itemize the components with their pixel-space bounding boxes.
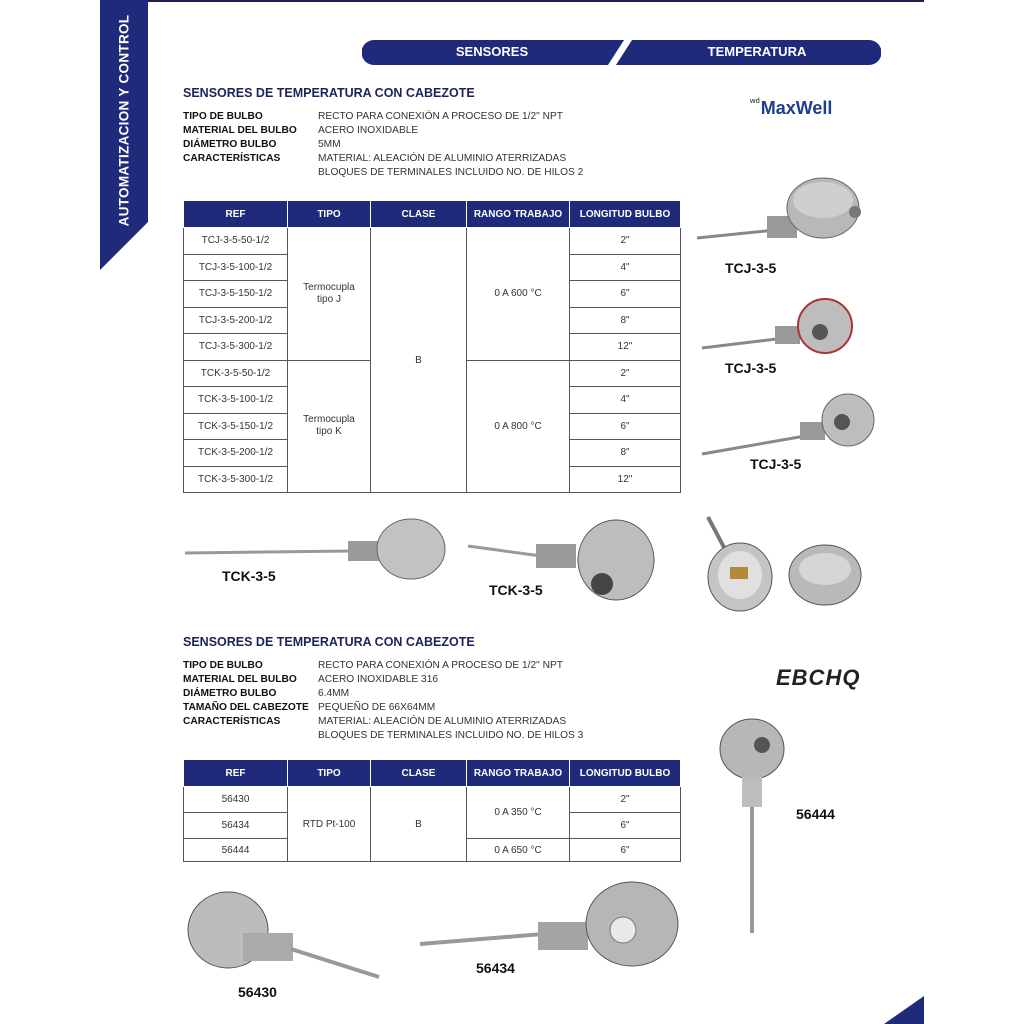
image-label: 56430 [238, 984, 277, 1000]
sensor-image-56430 [183, 885, 383, 980]
image-label: TCK-3-5 [222, 568, 276, 584]
sensor-image-56434 [418, 878, 683, 968]
sensor-image-56444 [712, 715, 792, 935]
table-header: REF TIPO CLASE RANGO TRABAJO LONGITUD BULBO [184, 201, 681, 228]
section2-specs: TIPO DE BULBO RECTO PARA CONEXIÓN A PROCESO DE 1/2" NPT MATERIAL DEL BULBO ACERO INOXIDABLE 316 DIÁMETRO BULBO 6.4MM TAMAÑO DEL CABEZOTE PEQUEÑO DE 66X64MM CARACTERÍSTICAS MATERIAL: ALEACIÓN DE ALUMINIO ATERRIZADAS BLOQUES DE TERMINALES INCLUIDO NO. DE HILOS 3 [183, 660, 584, 741]
rango-b-cell: 0 A 650 °C [467, 839, 570, 862]
sensor-image-tcj-2 [700, 292, 865, 357]
rango-a-cell: 0 A 350 °C [467, 787, 570, 839]
maxwell-logo-text: MaxWell [760, 98, 833, 118]
side-tab-label: AUTOMATIZACION Y CONTROL [116, 14, 132, 226]
ebchq-logo: EBCHQ [776, 665, 861, 690]
header-sensores: SENSORES [455, 44, 529, 59]
corner-accent [884, 996, 924, 1024]
table-row: TCK-3-5-200-1/2 8" [184, 440, 681, 467]
tipo-rtd-cell: RTD Pt-100 [288, 787, 371, 862]
sensor-image-tcj-1 [695, 172, 875, 252]
table-row: TCJ-3-5-200-1/2 8" [184, 307, 681, 334]
table-row: TCK-3-5-150-1/2 6" [184, 413, 681, 440]
sensor-image-tcj-3 [700, 392, 880, 457]
image-label: TCK-3-5 [489, 582, 543, 598]
tipo-k-cell: Termocupla tipo K [288, 360, 371, 493]
section1-table [183, 200, 681, 493]
section2-table [183, 759, 681, 862]
clase-cell: B [371, 787, 467, 862]
clase-cell: B [371, 228, 467, 493]
table-row: 56444 0 A 650 °C 6" [184, 839, 681, 862]
image-label: TCJ-3-5 [750, 456, 802, 472]
table-row: TCJ-3-5-100-1/2 4" [184, 254, 681, 281]
image-label: 56444 [796, 806, 835, 822]
image-label: 56434 [476, 960, 515, 976]
header-pill [362, 40, 881, 65]
table-row: TCK-3-5-50-1/2 Termocupla tipo K 0 A 800 °C 2" [184, 360, 681, 387]
table-row: TCK-3-5-100-1/2 4" [184, 387, 681, 414]
table-row: 56434 6" [184, 813, 681, 839]
side-tab [100, 0, 148, 270]
table-row: TCJ-3-5-300-1/2 12" [184, 334, 681, 361]
tipo-j-cell: Termocupla tipo J [288, 228, 371, 361]
image-label: TCJ-3-5 [725, 360, 777, 376]
table-row: TCJ-3-5-50-1/2 Termocupla tipo J B 0 A 600 °C 2" [184, 228, 681, 255]
rango-j-cell: 0 A 600 °C [467, 228, 570, 361]
header-temperatura: TEMPERATURA [707, 44, 807, 59]
sensor-head-open-image [700, 515, 865, 615]
table-header: REF TIPO CLASE RANGO TRABAJO LONGITUD BULBO [184, 760, 681, 787]
section2-title: SENSORES DE TEMPERATURA CON CABEZOTE [183, 635, 475, 649]
section1-title: SENSORES DE TEMPERATURA CON CABEZOTE [183, 86, 475, 100]
maxwell-logo-prefix: wd [750, 98, 760, 105]
table-row: TCK-3-5-300-1/2 12" [184, 466, 681, 493]
maxwell-logo [750, 98, 832, 119]
table-row: TCJ-3-5-150-1/2 6" [184, 281, 681, 308]
table-row: 56430 RTD Pt-100 B 0 A 350 °C 2" [184, 787, 681, 813]
rango-k-cell: 0 A 800 °C [467, 360, 570, 493]
section1-specs: TIPO DE BULBO RECTO PARA CONEXIÓN A PROCESO DE 1/2" NPT MATERIAL DEL BULBO ACERO INOXIDABLE DIÁMETRO BULBO 5MM CARACTERÍSTICAS MATERIAL: ALEACIÓN DE ALUMINIO ATERRIZADAS BLOQUES DE TERMINALES INCLUIDO NO. DE HILOS 2 [183, 111, 584, 178]
image-label: TCJ-3-5 [725, 260, 777, 276]
top-rule [148, 0, 924, 2]
